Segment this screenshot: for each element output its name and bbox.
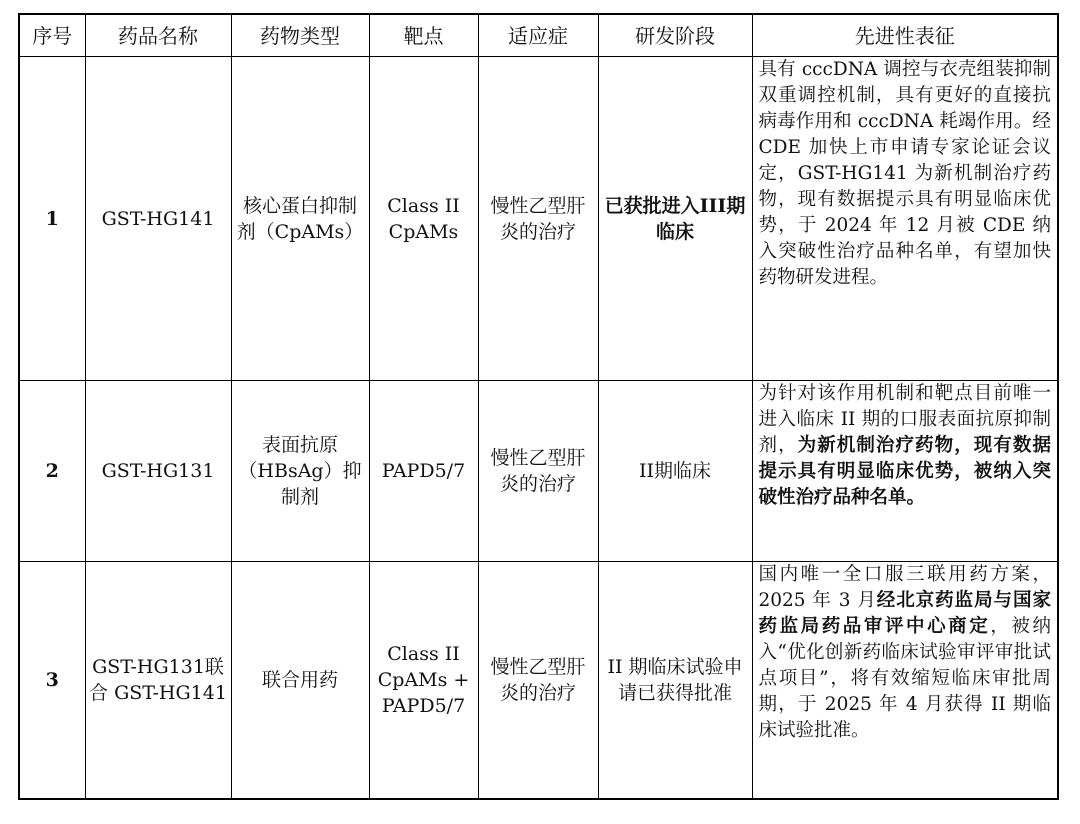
row-index: 3 [19,562,85,800]
drug-advantage [752,562,1058,800]
drug-pipeline-table [18,13,1059,800]
drug-stage: 已获批进入III期临床 [598,57,752,381]
table-row [19,562,1058,800]
drug-pipeline-table-wrapper [18,13,1059,800]
table-row [19,57,1058,381]
drug-stage: II 期临床试验申请已获得批准 [598,562,752,800]
drug-indication: 慢性乙型肝炎的治疗 [478,57,598,381]
advantage-emphasis: 经北京药监局与国家药监局药品审评中心商定 [758,590,1051,637]
header-stage: 研发阶段 [598,14,752,57]
drug-indication: 慢性乙型肝炎的治疗 [478,381,598,562]
advantage-emphasis: 为新机制治疗药物，现有数据提示具有明显临床优势，被纳入突破性治疗品种名单。 [758,435,1051,508]
table-row [19,381,1058,562]
header-target: 靶点 [369,14,478,57]
header-indication: 适应症 [478,14,598,57]
drug-stage: II期临床 [598,381,752,562]
header-row [19,14,1058,57]
advantage-text: 为针对该作用机制和靶点目前唯一进入临床 II 期的口服表面抗原抑制剂， [758,383,1051,456]
drug-advantage [752,381,1058,562]
advantage-text: 国内唯一全口服三联用药方案，2025 年 3 月 [758,564,1051,611]
drug-advantage [752,57,1058,381]
drug-type: 核心蛋白抑制剂（CpAMs） [231,57,369,381]
drug-target: PAPD5/7 [369,381,478,562]
drug-target: Class II CpAMs [369,57,478,381]
row-index: 2 [19,381,85,562]
advantage-text-continued: ，被纳入“优化创新药临床试验审评审批试点项目”，将有效缩短临床审批周期，于 2025 年 4 月获得 II 期临床试验批准。 [758,616,1051,741]
drug-type: 表面抗原（HBsAg）抑制剂 [231,381,369,562]
header-drug-name: 药品名称 [85,14,231,57]
header-index: 序号 [19,14,85,57]
drug-indication: 慢性乙型肝炎的治疗 [478,562,598,800]
drug-name: GST-HG141 [85,57,231,381]
drug-target: Class II CpAMs + PAPD5/7 [369,562,478,800]
drug-type: 联合用药 [231,562,369,800]
advantage-text: 具有 cccDNA 调控与衣壳组装抑制双重调控机制，具有更好的直接抗病毒作用和 cccDNA 耗竭作用。经 CDE 加快上市申请专家论证会议定，GST-HG141 为新机制治疗药物，现有数据提示具有明显临床优势，于 2024 年 12 月被 CDE 纳入突破性治疗品种名单，有望加快药物研发进程。 [758,59,1051,288]
drug-name: GST-HG131 [85,381,231,562]
header-drug-type: 药物类型 [231,14,369,57]
row-index: 1 [19,57,85,381]
header-advantage: 先进性表征 [752,14,1058,57]
drug-name: GST-HG131联合 GST-HG141 [85,562,231,800]
